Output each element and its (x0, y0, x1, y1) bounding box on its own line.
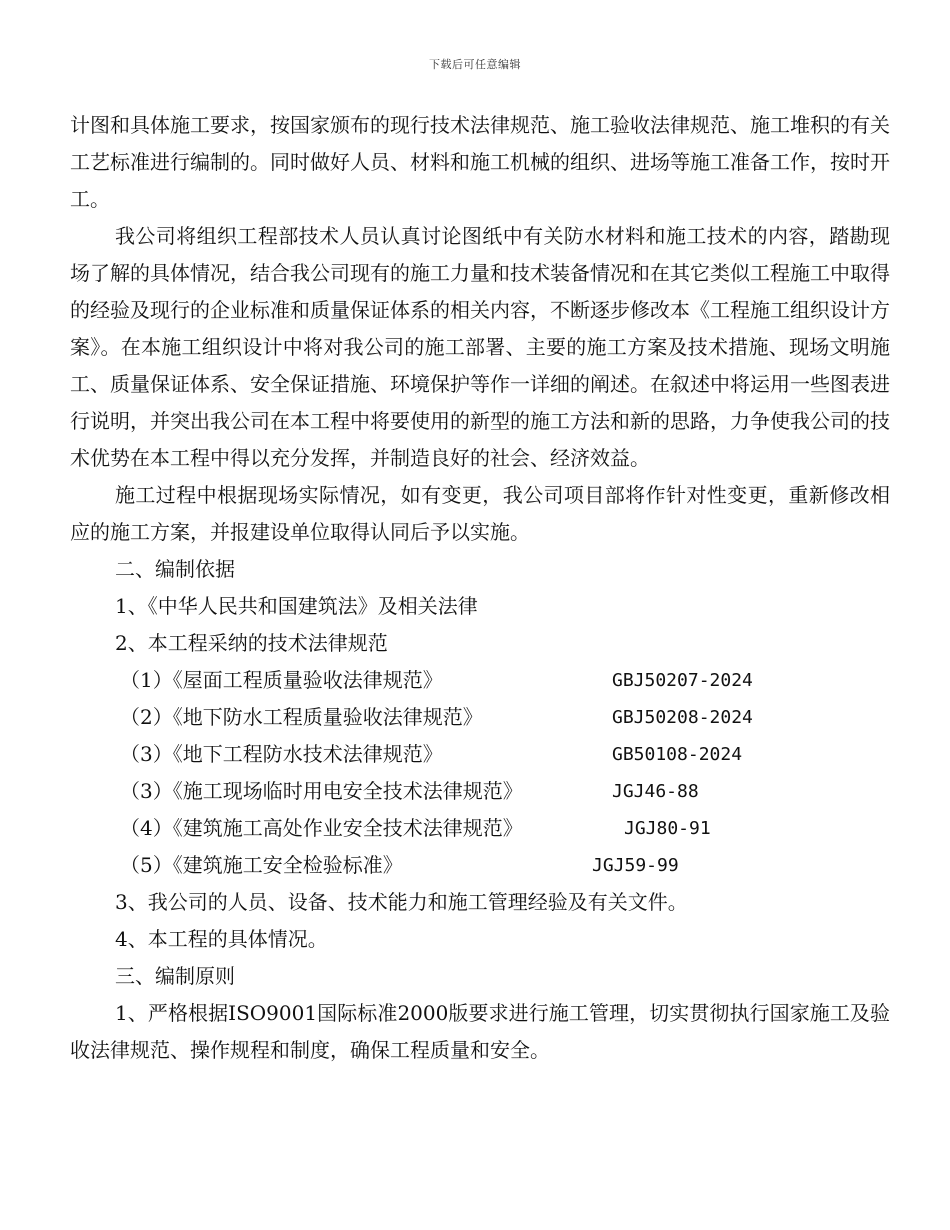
basis-item-1: 1、《中华人民共和国建筑法》及相关法律 (115, 594, 478, 618)
paragraph-changes: 施工过程中根据现场实际情况，如有变更，我公司项目部将作针对性变更，重新修改相应的施工方案，并报建设单位取得认同后予以实施。 (70, 483, 890, 544)
standard-code: GBJ50207-2024 (612, 670, 753, 691)
standard-row (70, 662, 890, 699)
standard-title: （3）《地下工程防水技术法律规范》 (120, 742, 443, 766)
section-heading-principles: 三、编制原则 (115, 964, 235, 988)
standard-row (70, 699, 890, 736)
page-header-note: 下载后可任意编辑 (429, 58, 521, 71)
principle-item-1: 1、严格根据ISO9001国际标准2000版要求进行施工管理，切实贯彻执行国家施工及验收法律规范、操作规程和制度，确保工程质量和安全。 (70, 1001, 890, 1062)
basis-item-3: 3、我公司的人员、设备、技术能力和施工管理经验及有关文件。 (115, 890, 688, 914)
paragraph-company-plan: 我公司将组织工程部技术人员认真讨论图纸中有关防水材料和施工技术的内容，踏勘现场了解的具体情况，结合我公司现有的施工力量和技术装备情况和在其它类似工程施工中取得的经验及现行的企业标准和质量保证体系的相关内容，不断逐步修改本《工程施工组织设计方案》。在本施工组织设计中将对我公司的施工部署、主要的施工方案及技术措施、现场文明施工、质量保证体系、安全保证措施、环境保护等作一详细的阐述。在叙述中将运用一些图表进行说明，并突出我公司在本工程中将要使用的新型的施工方法和新的思路，力争使我公司的技术优势在本工程中得以充分发挥，并制造良好的社会、经济效益。 (70, 224, 890, 470)
standard-code: GB50108-2024 (612, 744, 743, 765)
standard-title: （1）《屋面工程质量验收法律规范》 (120, 668, 443, 692)
standard-title: （4）《建筑施工高处作业安全技术法律规范》 (120, 816, 523, 840)
standard-row (70, 810, 890, 847)
standard-title: （3）《施工现场临时用电安全技术法律规范》 (120, 779, 523, 803)
standard-code: JGJ46-88 (612, 781, 699, 802)
paragraph-intro-continued: 计图和具体施工要求，按国家颁布的现行技术法律规范、施工验收法律规范、施工堆积的有关工艺标准进行编制的。同时做好人员、材料和施工机械的组织、进场等施工准备工作，按时开工。 (70, 113, 890, 211)
section-heading-basis: 二、编制依据 (115, 557, 235, 581)
standard-code: JGJ80-91 (624, 818, 711, 839)
standard-code: JGJ59-99 (592, 855, 679, 876)
standard-row (70, 736, 890, 773)
basis-item-4: 4、本工程的具体情况。 (115, 927, 328, 951)
standard-code: GBJ50208-2024 (612, 707, 753, 728)
standard-title: （2）《地下防水工程质量验收法律规范》 (120, 705, 483, 729)
document-body (70, 107, 890, 1069)
basis-item-2: 2、本工程采纳的技术法律规范 (115, 631, 388, 655)
standard-row (70, 847, 890, 884)
standard-row (70, 773, 890, 810)
standard-title: （5）《建筑施工安全检验标准》 (120, 853, 403, 877)
